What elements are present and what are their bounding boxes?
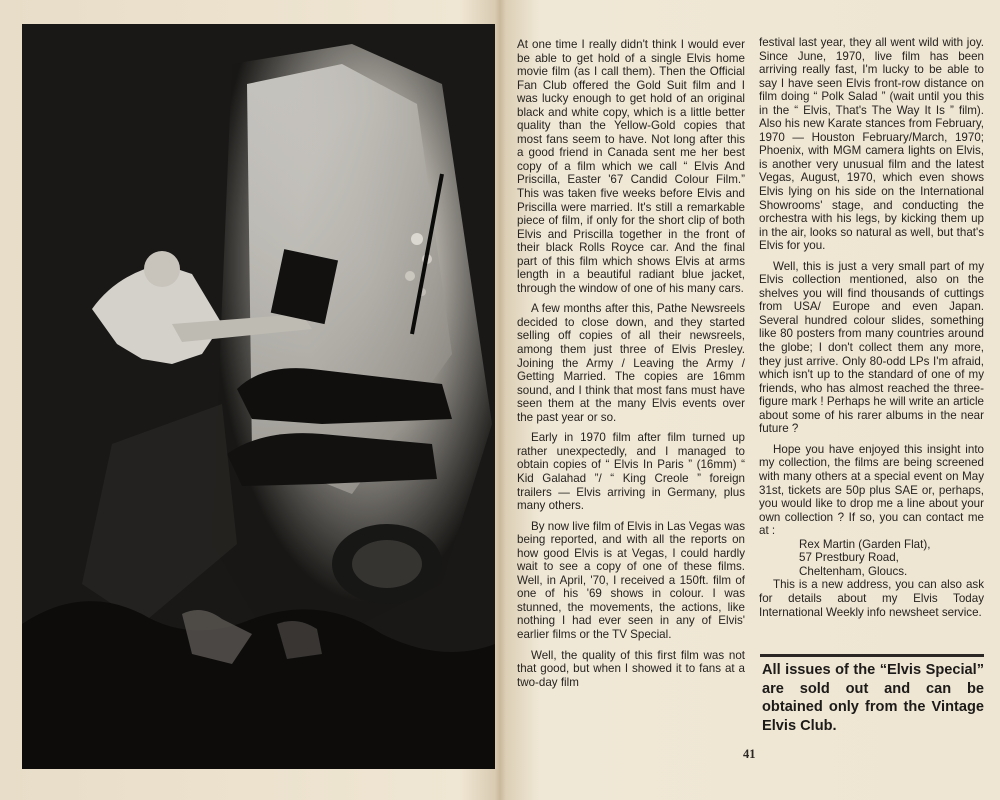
paragraph-5: Well, the quality of this first film was not that good, but when I showed it to fans at a two-day film bbox=[517, 648, 745, 689]
page-number: 41 bbox=[743, 747, 756, 761]
paragraph-1: At one time I really didn't think I would ever be able to get hold of a single Elvis home movie film (as I call them). Then the Official Fan Club offered the Gold Suit film and I was lucky enough to get hold of an original black and white copy, which is a little better quality than the Yellow-Gold copies that most fans seem to have. Not long after this a good friend in Canada sent me her best copy of a film which we call “ Elvis And Priscilla, Easter '67 Candid Colour Film.” This was taken five weeks before Elvis and Priscilla were married. It's still a remarkable piece of film, if only for the short clip of both Elvis and Priscilla together in the front of their black Rolls Royce car. And the final part of this film which shows Elvis at arms length in a beautiful radiant blue jacket, through the window of one of his many cars. bbox=[517, 38, 745, 295]
contact-address bbox=[759, 538, 984, 579]
divider-rule bbox=[760, 654, 984, 657]
concert-photo-icon bbox=[22, 24, 495, 769]
address-line-3: Cheltenham, Gloucs. bbox=[799, 564, 908, 578]
paragraph-8: Hope you have enjoyed this insight into my collection, the films are being screened with many others at a special event on May 31st, tickets are 50p plus SAE or, perhaps, you would like to drop me a line about your own collection ? If so, you can contact me at : bbox=[759, 442, 984, 538]
paragraph-2: A few months after this, Pathe Newsreels decided to close down, and they started selling off copies of all their newsreels, among them just three of Elvis Presley. Joining the Army / Leaving the Army / Getting Married. The copies are 16mm sound, and I think that most fans must have seen them at the many Elvis events over the past year or so. bbox=[517, 302, 745, 424]
closing-paragraph: This is a new address, you can also ask for details about my Elvis Today International Weekly info newsheet service. bbox=[759, 578, 984, 619]
concert-photo bbox=[22, 24, 495, 769]
paragraph-3: Early in 1970 film after film turned up rather unexpectedly, and I managed to obtain copies of “ Elvis In Paris ” (16mm) “ Kid Galahad ”/ “ King Creole ” foreign trailers — Elvis arriving in Germany, plus many others. bbox=[517, 431, 745, 513]
article-column-2 bbox=[759, 36, 984, 619]
promo-notice: All issues of the “Elvis Special” are sold out and can be obtained only from the Vintage Elvis Club. bbox=[762, 662, 984, 734]
paragraph-6: festival last year, they all went wild with joy. Since June, 1970, live film has been arriving really fast, I'm lucky to be able to say I have seen Elvis front-row distance on film doing “ Polk Salad ” (wait until you this in the “ Elvis, That's The Way It Is ” film). Also his new Karate stances from February, 1970 — Houston February/March, 1970; Phoenix, with MGM camera lights on Elvis, is another very unusual film and the latest Vegas, August, 1970, which even shows Elvis lying on his side on the International Showrooms' stage, and conducting the orchestra with his legs, by kicking them up in the air, looks so natural as well, but that's Elvis for you. bbox=[759, 36, 984, 253]
paragraph-4: By now live film of Elvis in Las Vegas was being reported, and with all the reports on how good Elvis is at Vegas, I could hardly wait to see a copy of one of these films. Well, in April, '70, I received a 150ft. film of one of his '69 shows in colour. I was stunned, the movements, the actions, like nothing I had ever seen in any of Elvis' earlier films or the TV Special. bbox=[517, 519, 745, 641]
paragraph-7: Well, this is just a very small part of my Elvis collection mentioned, also on the shelves you will find thousands of cuttings from USA/ Europe and even Japan. Several hundred colour slides, something like 80 posters from many countries around the globe; I don't collect them any more, they just arrive. Only 80-odd LPs I'm afraid, which isn't up to the standard of one of my friends, who has almost reached the three-figure mark ! Perhaps he will write an article about some of his rarer albums in the near future ? bbox=[759, 259, 984, 436]
article-column-1 bbox=[517, 38, 745, 696]
address-line-1: Rex Martin (Garden Flat), bbox=[799, 537, 931, 551]
address-line-2: 57 Prestbury Road, bbox=[799, 551, 899, 565]
